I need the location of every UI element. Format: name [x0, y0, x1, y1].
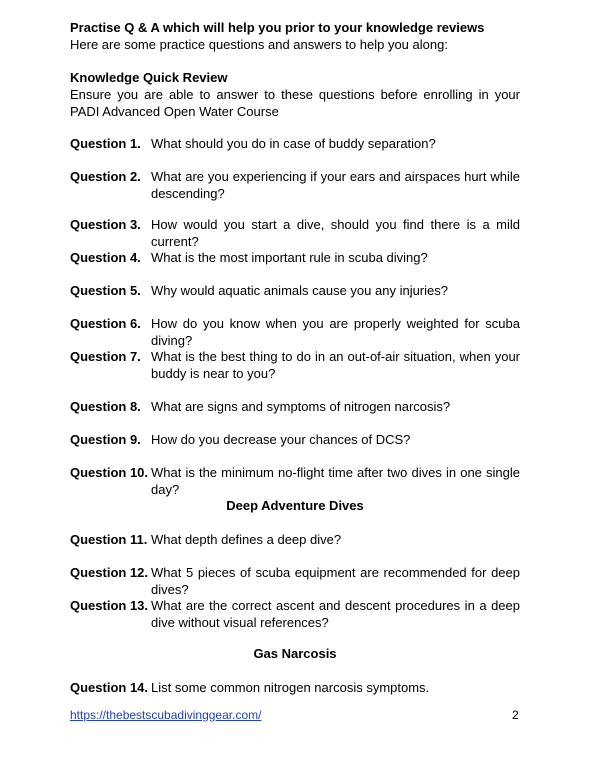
question-text: What are you experiencing if your ears and airspaces hurt while descending?	[151, 169, 520, 201]
page-number: 2	[512, 708, 519, 722]
question-text: How do you know when you are properly weighted for scuba diving?	[151, 316, 520, 348]
question-item	[70, 679, 520, 696]
question-label: Question 14.	[70, 680, 149, 695]
question-item	[70, 564, 520, 598]
question-text: How do you decrease your chances of DCS?	[151, 432, 411, 447]
question-label: Question 8.	[70, 399, 141, 414]
question-label: Question 10.	[70, 465, 149, 480]
question-text: Why would aquatic animals cause you any injuries?	[151, 283, 448, 298]
section-heading-gas-narcosis: Gas Narcosis	[253, 646, 337, 661]
question-item	[70, 431, 520, 448]
review-block	[70, 69, 520, 120]
section-heading-deep-adventure: Deep Adventure Dives	[226, 498, 364, 513]
question-label: Question 11.	[70, 532, 148, 547]
question-label: Question 12.	[70, 565, 149, 580]
footer-website-link[interactable]: https://thebestscubadivinggear.com/	[70, 708, 262, 722]
question-label: Question 5.	[70, 283, 141, 298]
intro-block	[70, 19, 520, 53]
question-label: Question 3.	[70, 217, 141, 232]
question-item	[70, 249, 520, 266]
question-item	[70, 464, 520, 498]
question-text: What are the correct ascent and descent procedures in a deep dive without visual references?	[151, 598, 520, 630]
question-label: Question 6.	[70, 316, 141, 331]
question-item	[70, 531, 520, 548]
intro-subtitle: Here are some practice questions and answers to help you along:	[70, 37, 448, 52]
question-item	[70, 597, 520, 631]
question-label: Question 2.	[70, 169, 141, 184]
question-text: List some common nitrogen narcosis symptoms.	[151, 680, 430, 695]
intro-title: Practise Q & A which will help you prior to your knowledge reviews	[70, 20, 485, 35]
question-item	[70, 216, 520, 250]
question-label: Question 4.	[70, 250, 141, 265]
question-item	[70, 348, 520, 382]
question-label: Question 1.	[70, 136, 141, 151]
review-heading: Knowledge Quick Review	[70, 70, 228, 85]
question-text: What is the best thing to do in an out-of-air situation, when your buddy is near to you?	[151, 349, 520, 381]
question-item	[70, 398, 520, 415]
question-item	[70, 282, 520, 299]
question-item	[70, 135, 520, 152]
question-text: What should you do in case of buddy separation?	[151, 136, 436, 151]
review-text: Ensure you are able to answer to these questions before enrolling in your PADI Advanced Open Water Course	[70, 87, 520, 119]
question-label: Question 7.	[70, 349, 141, 364]
question-text: What are signs and symptoms of nitrogen narcosis?	[151, 399, 451, 414]
question-item	[70, 315, 520, 349]
question-item	[70, 168, 520, 202]
question-text: What 5 pieces of scuba equipment are recommended for deep dives?	[151, 565, 520, 597]
question-label: Question 9.	[70, 432, 141, 447]
question-text: How would you start a dive, should you find there is a mild current?	[151, 217, 520, 249]
question-text: What is the minimum no-flight time after two dives in one single day?	[151, 465, 520, 497]
question-label: Question 13.	[70, 598, 149, 613]
question-text: What depth defines a deep dive?	[151, 532, 342, 547]
question-text: What is the most important rule in scuba diving?	[151, 250, 428, 265]
